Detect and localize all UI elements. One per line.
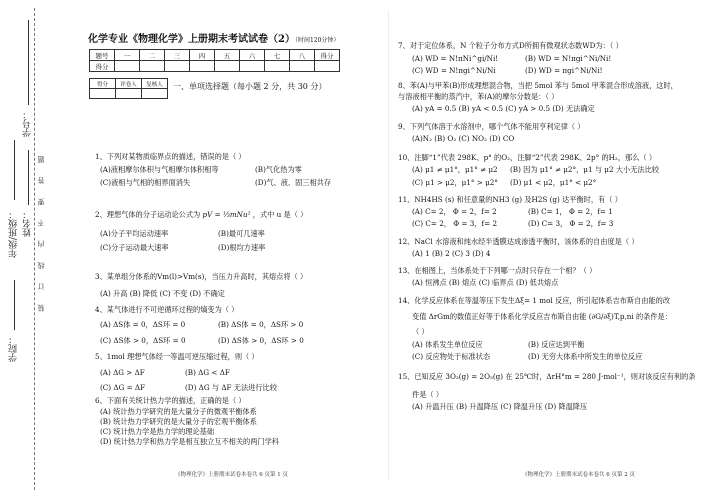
time-note: （时间120分钟）: [294, 37, 340, 44]
q11-option-d: (D) C= 3， Φ = 2，f= 3: [528, 219, 614, 228]
question-11: 11、NH4HS (s) 和任意量的NH3 (g) 及H2S (g) 达平衡时，有（ ）: [398, 195, 622, 204]
score-cell: 题号: [90, 50, 115, 61]
q4-option-b: (B) ΔS体 = 0，ΔS环 > 0: [218, 320, 304, 329]
footer-page-2: 《物理化学》上册期末试卷本卷共 6 页第 2 页: [522, 472, 635, 478]
score-row-label: 得分: [90, 61, 115, 72]
score-cell: 五: [215, 50, 240, 61]
q2-option-c: (C)分子运动最大速率: [100, 243, 169, 252]
footer-page-1: 《物理化学》上册期末试卷本卷共 6 页第 1 页: [175, 472, 288, 478]
q1-option-b: (B)气化热为零: [255, 165, 302, 174]
question-8: 8、苯(A)与甲苯(B)形成理想混合物，当把 5mol 苯与 5mol 甲苯混合形成溶液，这时，: [398, 81, 678, 90]
q7-option-c: (C) WD = N!πgi^Ni/Ni: [412, 66, 496, 75]
question-8-cont: 与溶液相平衡的蒸汽中，苯(A)的摩尔分数是：（ ）: [398, 92, 559, 101]
score-cell: 七: [265, 50, 290, 61]
q5-option-a: (A) ΔG > ΔF: [100, 368, 145, 377]
question-9: 9、下列气体溶于水溶剂中，哪个气体不能用亨利定律（ ）: [398, 122, 585, 131]
binding-margin: [0, 0, 80, 499]
q2-option-d: (D)根均方速率: [218, 243, 266, 252]
grader-cell: 复核人: [142, 79, 168, 89]
score-table-value-row: [90, 61, 340, 72]
q6-option-b: (B) 统计热力学研究的是大量分子的宏观平衡体系: [100, 417, 257, 426]
q14-option-a: (A) 体系发生单位反应: [412, 340, 483, 349]
q11-option-a: (A) C= 2， Φ = 2，f= 2: [412, 207, 497, 216]
score-table-header-row: [90, 50, 340, 61]
question-7: 7、对于定位体系，N 个粒子分布方式D所拥有微观状态数WD为：（ ）: [398, 41, 623, 50]
q4-option-a: (A) ΔS体 = 0，ΔS环 = 0: [100, 320, 186, 329]
q14-option-b: (B) 反应达到平衡: [528, 340, 585, 349]
question-5: 5、1mol 理想气体经一等温可逆压缩过程，则（ ）: [95, 352, 259, 361]
major-class-line: [14, 140, 15, 200]
q1-option-a: (A)液相摩尔体积与气相摩尔体积相等: [100, 165, 219, 174]
q2-formula: pV = ⅓mNu²: [202, 210, 251, 219]
q10-option-c: (C) μ1 > μ2，μ1° > μ2°: [412, 178, 498, 187]
student-id-label: 学号：: [23, 110, 33, 137]
score-blank[interactable]: [165, 61, 190, 72]
name-label: 姓名：: [23, 210, 33, 237]
q6-option-a: (A) 统计热力学研究的是大量分子的微观平衡体系: [100, 407, 257, 416]
grader-blank[interactable]: [142, 89, 168, 99]
score-cell: 二: [140, 50, 165, 61]
school-line: [14, 280, 15, 330]
q7-option-d: (D) WD = πgi^Ni/Ni!: [525, 66, 603, 75]
grader-cell: 得分: [90, 79, 116, 89]
question-3: 3、某单组分体系的Vm(l)>Vm(s)，当压力升高时，其熔点将（ ）: [95, 272, 308, 281]
q11-option-c: (C) C= 2， Φ = 3，f= 2: [412, 219, 498, 228]
score-cell: 六: [240, 50, 265, 61]
school-label: 学院：: [9, 335, 19, 362]
score-cell: 得分: [315, 50, 340, 61]
q6-option-c: (C) 统计热力学是热力学的理论基础: [100, 427, 215, 436]
grader-blank[interactable]: [116, 89, 142, 99]
score-cell: 八: [290, 50, 315, 61]
question-13: 13、在相图上，当体系处于下列哪一点时只存在一个相？（ ）: [398, 266, 597, 275]
q10-option-a: (A) μ1 ≠ μ1°，μ1° ≠ μ2: [412, 165, 498, 174]
score-cell: 四: [190, 50, 215, 61]
grader-cell: 评卷人: [116, 79, 142, 89]
seal-text: 装 订 线 内 不 要 答 题: [37, 150, 45, 312]
question-10: 10、注脚“1”代表 298K、p° 的O₂，注脚“2”代表 298K、2p° 的H₂，那么（ ）: [398, 153, 657, 162]
score-blank[interactable]: [115, 61, 140, 72]
q1-option-c: (C)液相与气相的相界面消失: [100, 178, 191, 187]
question-14-answer-blank: （ ）: [412, 327, 429, 336]
exam-title: [88, 30, 339, 45]
score-blank[interactable]: [290, 61, 315, 72]
q2-prefix: 2、理想气体的分子运动论公式为: [95, 210, 201, 219]
q4-option-c: (C) ΔS体 > 0，ΔS环 = 0: [100, 336, 186, 345]
q2-option-a: (A)分子平均运动速率: [100, 229, 169, 238]
binding-dashed-line: [34, 8, 35, 490]
student-id-line: [28, 20, 29, 105]
score-blank[interactable]: [190, 61, 215, 72]
q2-option-b: (B)最可几速率: [218, 229, 265, 238]
grader-table: [89, 78, 168, 99]
question-4: 4、某气体进行不可逆循环过程的熵变为（ ）: [95, 305, 239, 314]
exam-title-text: 化学专业《物理化学》上册期末考试试卷（2）: [88, 34, 295, 45]
score-blank[interactable]: [140, 61, 165, 72]
q5-option-c: (C) ΔG = ΔF: [100, 383, 146, 392]
q11-option-b: (B) C= 1， Φ = 2，f= 1: [528, 207, 613, 216]
name-line: [28, 150, 29, 205]
q9-options: (A)N₂ (B) O₂ (C) NO₂ (D) CO: [412, 134, 515, 143]
score-blank[interactable]: [215, 61, 240, 72]
question-15-cont: 件是（ ）: [412, 390, 444, 399]
q5-option-d: (D) ΔG 与 ΔF 无法进行比较: [185, 383, 277, 392]
q6-option-d: (D) 统计热力学和热力学是相互独立互不相关的两门学科: [100, 437, 279, 446]
question-6: 6、下面有关统计热力学的描述，正确的是（ ）: [95, 396, 246, 405]
score-blank[interactable]: [265, 61, 290, 72]
score-cell: 三: [165, 50, 190, 61]
question-14: 14、化学反应体系在等温等压下发生Δξ= 1 mol 反应，所引起体系吉布斯自由能的改: [398, 296, 671, 305]
q7-option-b: (B) WD = N!πgi^Ni/Ni!: [525, 54, 612, 63]
q14-option-c: (C) 反应物处于标准状态: [412, 352, 491, 361]
q12-options: (A) 1 (B) 2 (C) 3 (D) 4: [412, 249, 491, 258]
q13-options: (A) 恒沸点 (B) 熔点 (C) 临界点 (D) 低共熔点: [412, 278, 559, 287]
q5-option-b: (B) ΔG < ΔF: [185, 368, 230, 377]
q14-option-d: (D) 无穷大体系中所发生的单位反应: [528, 352, 643, 361]
question-2: [95, 210, 307, 220]
question-1: 1、下列对某物质临界点的描述，错误的是（ ）: [95, 152, 246, 161]
score-blank[interactable]: [240, 61, 265, 72]
grader-header-row: [90, 79, 168, 89]
q15-options: (A) 升温升压 (B) 升温降压 (C) 降温升压 (D) 降温降压: [412, 402, 588, 411]
score-cell: 一: [115, 50, 140, 61]
q3-options: (A) 升高 (B) 降低 (C) 不变 (D) 不确定: [100, 289, 225, 298]
grader-blank[interactable]: [90, 89, 116, 99]
q10-option-b: (B) 因为 μ1° ≠ μ2°，μ1 与 μ2 大小无法比较: [510, 165, 659, 174]
q10-option-d: (D) μ1 < μ2，μ1° < μ2°: [510, 178, 597, 187]
score-table: [89, 49, 340, 72]
question-14-cont: 变值 ΔrGm的数值正好等于体系化学反应吉布斯自由能 (∂G/∂ξ)T,p,ni 的条件是：: [412, 312, 672, 321]
major-class-label: 年级/班级：: [9, 210, 19, 259]
section-heading: 一、单项选择题（每小题 2 分，共 30 分）: [173, 82, 327, 91]
question-12: 12、NaCl 水溶液和纯水经半透膜达成渗透平衡时，该体系的自由度是（ ）: [398, 237, 639, 246]
q1-option-d: (D)气、液、固三相共存: [255, 178, 332, 187]
q8-options: (A) yA = 0.5 (B) yA < 0.5 (C) yA > 0.5 (D) 无法确定: [412, 104, 595, 113]
column-divider: [388, 10, 389, 480]
grader-blank-row: [90, 89, 168, 99]
q7-option-a: (A) WD = N!πNi^gi/Ni!: [412, 54, 499, 63]
q4-option-d: (D) ΔS体 > 0，ΔS环 > 0: [218, 336, 304, 345]
question-15: 15、已知反应 3O₂(g) = 2O₃(g) 在 25℃时，ΔrH°m = 280 J·mol⁻¹，则对该反应有利的条: [398, 372, 696, 381]
q2-suffix: ，式中 u 是（ ）: [252, 210, 308, 219]
score-blank[interactable]: [315, 61, 340, 72]
